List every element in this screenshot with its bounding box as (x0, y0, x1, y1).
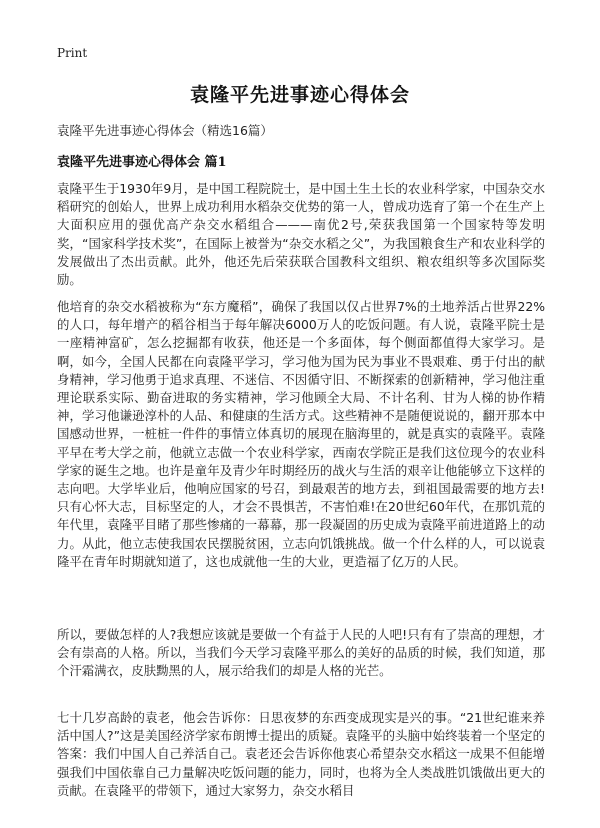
document-subtitle: 袁隆平先进事迹心得体会（精选16篇） (57, 123, 273, 138)
print-link[interactable]: Print (57, 46, 88, 60)
paragraph-1: 袁隆平生于1930年9月，是中国工程院院士，是中国土生土长的农业科学家，中国杂交水稻研究的创始人，世界上成功利用水稻杂交优势的第一人，曾成功选育了第一个在生产上大面积应用的强优高产杂交水稻组合———南优2号,荣获我国第一个国家特等发明奖，“国家科学技术奖”，在国际上被誉为“杂交水稻之父”，为我国粮食生产和农业科学的发展做出了杰出贡献。此外，他还先后荣获联合国教科文组织、粮农组织等多次国际奖励。 (57, 181, 545, 288)
section-heading: 袁隆平先进事迹心得体会 篇1 (57, 155, 227, 170)
paragraph-3: 所以，要做怎样的人?我想应该就是要做一个有益于人民的人吧!只有有了崇高的理想，才会有崇高的人格。所以，当我们今天学习袁隆平那么的美好的品质的时候，我们知道，那个汗霜满衣，皮肤黝黑的人，展示给我们的却是人格的光芒。 (57, 627, 545, 679)
document-title: 袁隆平先进事迹心得体会 (189, 84, 410, 106)
paragraph-2: 他培育的杂交水稻被称为“东方魔稻”，确保了我国以仅占世界7%的土地养活占世界22%的人口，每年增产的稻谷相当于每年解决6000万人的吃饭问题。有人说，袁隆平院士是一座精神富矿，怎么挖掘都有收获，他还是一个多面体，每个侧面都值得大家学习。是啊，如今，全国人民都在向袁隆平学习，学习他为国为民为事业不畏艰难、勇于付出的献身精神，学习他勇于追求真理、不迷信、不因循守旧、不断探索的创新精神，学习他注重理论联系实际、勤奋进取的务实精神，学习他顾全大局、不计名利、甘为人梯的协作精神，学习他谦逊淳朴的人品、和健康的生活方式。这些精神不是随便说说的，翻开那本中国感动世界，一桩桩一件件的事情立体真切的展现在脑海里的，就是真实的袁隆平。袁隆平早在考大学之前，他就立志做一个农业科学家，西南农学院正是我们这位现今的农业科学家的诞生之地。也许是童年及青少年时期经历的战火与生活的艰辛让他能够立下这样的志向吧。大学毕业后，他响应国家的号召，到最艰苦的地方去，到祖国最需要的地方去!只有心怀大志，目标坚定的人，才会不畏惧苦，不害怕难!在20世纪60年代，在那饥荒的年代里，袁隆平目睹了那些惨痛的一幕幕，那一段凝固的历史成为袁隆平前进道路上的动力。从此，他立志使我国农民摆脱贫困，立志向饥饿挑战。做一个什么样的人，可以说袁隆平在青年时期就知道了，这也成就他一生的大业，更造福了亿万的人民。 (57, 299, 545, 569)
paragraph-4: 七十几岁高龄的袁老，他会告诉你：日思夜梦的东西变成现实是兴的事。“21世纪谁来养活中国人?”这是美国经济学家布朗博士提出的质疑。袁隆平的头脑中始终装着一个坚定的答案：我们中国人自己养活自己。袁老还会告诉你他衷心希望杂交水稻这一成果不但能增强我们中国依靠自己力量解决吃饭问题的能力，同时，也将为全人类战胜饥饿做出更大的贡献。在袁隆平的带领下，通过大家努力，杂交水稻目 (57, 710, 545, 798)
